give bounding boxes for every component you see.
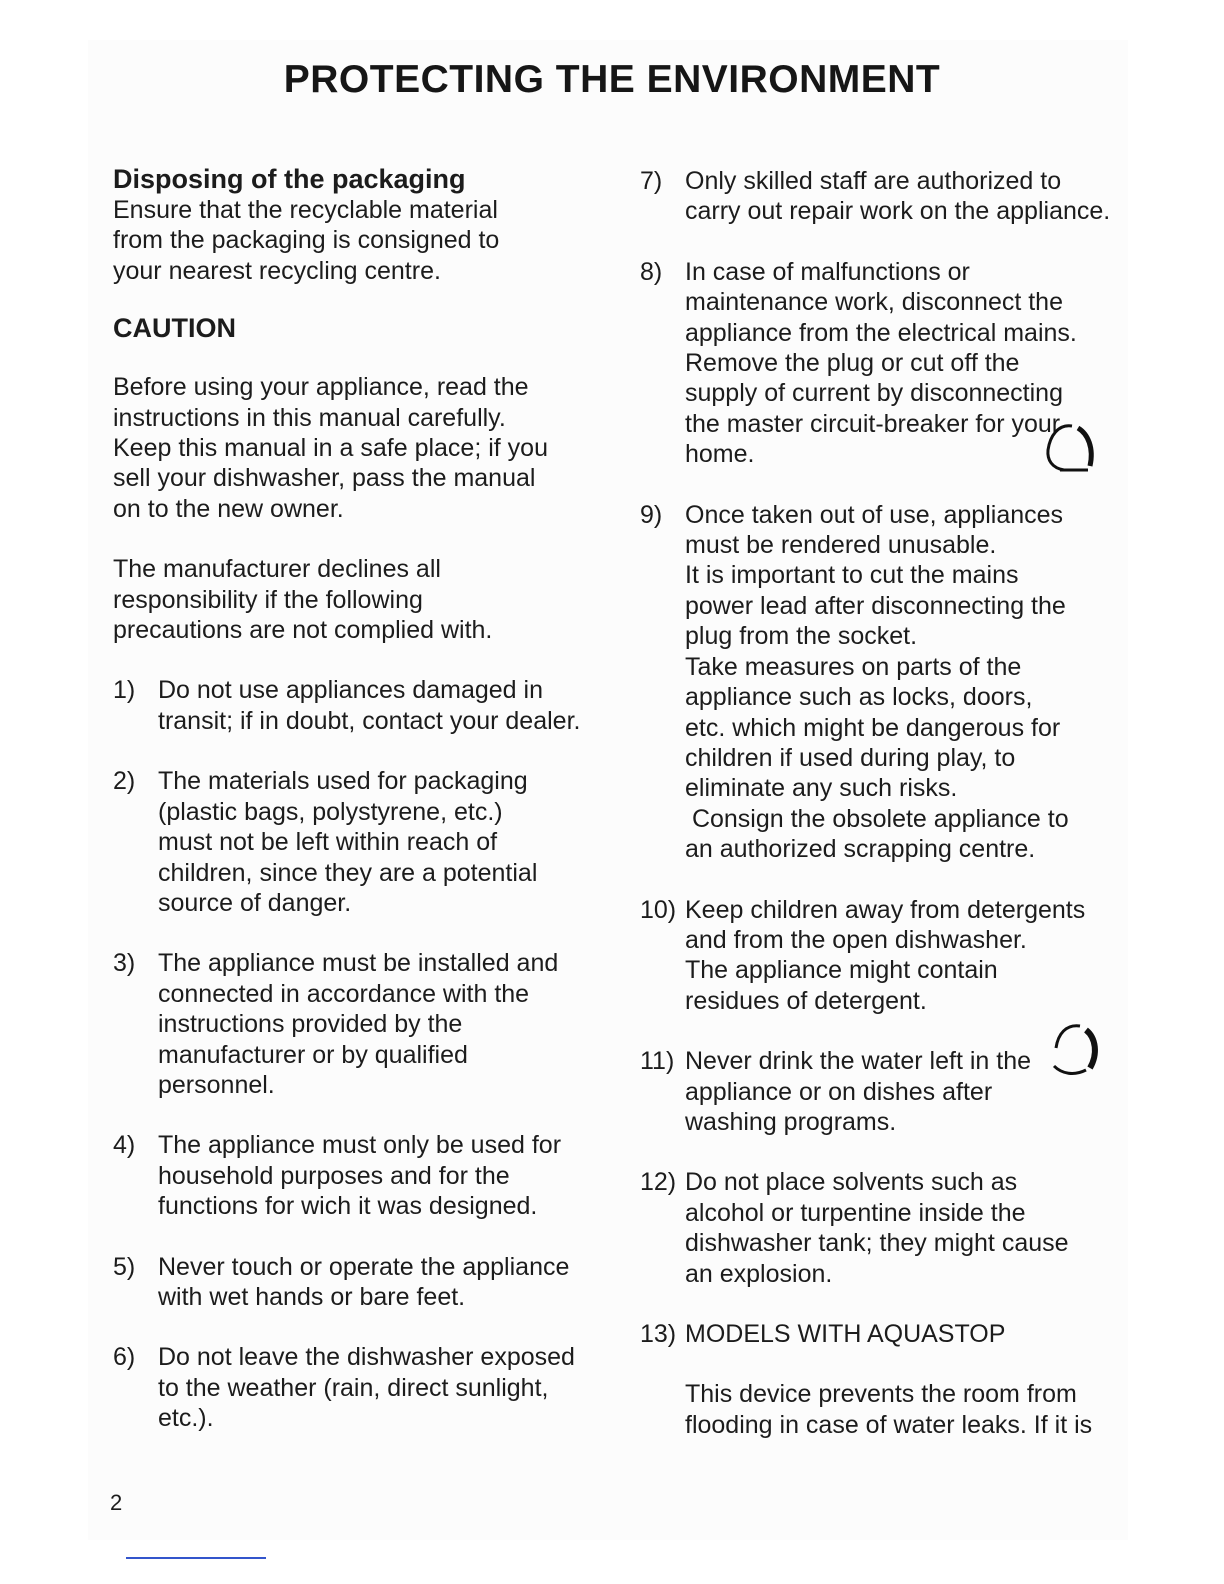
text-line: home.	[685, 440, 755, 469]
item-number: 12)	[640, 1168, 677, 1197]
text-line: manufacturer or by qualified	[158, 1040, 468, 1069]
text-line: The appliance must be installed and	[158, 949, 559, 978]
text-line: an authorized scrapping centre.	[685, 835, 1036, 864]
packaging-section	[113, 163, 603, 286]
packaging-heading: Disposing of the packaging	[113, 164, 466, 194]
caution-paragraph	[113, 372, 603, 524]
item-text	[158, 766, 603, 918]
binding-hole-mark	[1038, 420, 1104, 474]
precaution-item	[640, 500, 1110, 865]
precaution-item	[113, 675, 603, 736]
text-line: maintenance work, disconnect the	[685, 288, 1063, 317]
text-line: Do not leave the dishwasher exposed	[158, 1343, 575, 1372]
item-text	[685, 166, 1110, 227]
text-line: It is important to cut the mains	[685, 561, 1019, 590]
item-number: 2)	[113, 767, 136, 796]
text-line: the master circuit-breaker for your	[685, 409, 1061, 438]
text-line: Consign the obsolete appliance to	[685, 804, 1069, 833]
text-line: flooding in case of water leaks. If it is	[685, 1410, 1093, 1439]
text-line: sell your dishwasher, pass the manual	[113, 464, 536, 493]
precaution-item	[640, 1319, 1110, 1349]
item-text	[685, 1167, 1110, 1289]
aquastop-text	[640, 1379, 1110, 1440]
text-line: MODELS WITH AQUASTOP	[685, 1320, 1006, 1348]
text-line: The appliance must only be used for	[158, 1131, 562, 1160]
text-line: Keep this manual in a safe place; if you	[113, 434, 548, 463]
precaution-item	[113, 948, 603, 1100]
precaution-item	[113, 1252, 603, 1313]
text-line: eliminate any such risks.	[685, 774, 958, 803]
text-line: transit; if in doubt, contact your dealer.	[158, 706, 581, 735]
text-line: precautions are not complied with.	[113, 616, 493, 645]
item-number: 4)	[113, 1131, 136, 1160]
text-line: Ensure that the recyclable material	[113, 196, 498, 224]
text-line: responsibility if the following	[113, 585, 423, 614]
caution-heading: CAUTION	[113, 313, 236, 344]
text-line: In case of malfunctions or	[685, 257, 970, 286]
text-line: (plastic bags, polystyrene, etc.)	[158, 797, 503, 826]
text-line: Keep children away from detergents	[685, 895, 1086, 924]
text-line: Before using your appliance, read the	[113, 373, 529, 402]
item-number: 5)	[113, 1252, 136, 1281]
item-text	[685, 1379, 1110, 1440]
text-line: This device prevents the room from	[685, 1380, 1077, 1409]
item-text	[158, 1342, 603, 1433]
text-line: The appliance might contain	[685, 956, 998, 985]
text-line: appliance such as locks, doors,	[685, 683, 1033, 712]
text-line: Do not use appliances damaged in	[158, 676, 543, 705]
precaution-item	[113, 1130, 603, 1221]
text-line: plug from the socket.	[685, 622, 918, 651]
text-line: children, since they are a potential	[158, 858, 538, 887]
text-line: supply of current by disconnecting	[685, 379, 1063, 408]
text-line: Take measures on parts of the	[685, 652, 1022, 681]
text-line: etc.).	[158, 1404, 214, 1433]
text-line: Once taken out of use, appliances	[685, 500, 1064, 529]
text-line: household purposes and for the	[158, 1161, 510, 1190]
text-line: Only skilled staff are authorized to	[685, 167, 1062, 195]
item-number: 9)	[640, 500, 663, 529]
text-line: on to the new owner.	[113, 494, 344, 523]
text-line: children if used during play, to	[685, 743, 1016, 772]
text-line: an explosion.	[685, 1259, 833, 1288]
disclaimer-paragraph	[113, 554, 603, 645]
text-line: alcohol or turpentine inside the	[685, 1198, 1026, 1227]
item-number: 1)	[113, 676, 136, 705]
text-line: etc. which might be dangerous for	[685, 713, 1061, 742]
precaution-item	[640, 166, 1110, 227]
text-line: instructions provided by the	[158, 1010, 463, 1039]
binding-hole-mark	[1040, 1020, 1106, 1080]
text-line: with wet hands or bare feet.	[158, 1282, 466, 1311]
text-line: must not be left within reach of	[158, 828, 498, 857]
text-line: functions for wich it was designed.	[158, 1192, 538, 1221]
packaging-text	[113, 195, 603, 286]
precaution-item	[113, 1342, 603, 1433]
item-text	[685, 500, 1110, 865]
right-column	[640, 160, 1110, 1440]
precaution-item	[640, 1167, 1110, 1289]
page-number: 2	[110, 1490, 123, 1515]
item-number: 6)	[113, 1343, 136, 1372]
left-column	[113, 160, 603, 1434]
item-number: 3)	[113, 949, 136, 978]
item-text	[158, 1130, 603, 1221]
text-line: carry out repair work on the appliance.	[685, 197, 1111, 226]
text-line: washing programs.	[685, 1107, 897, 1136]
indent-spacer	[640, 1379, 685, 1440]
item-number: 10)	[640, 895, 677, 924]
text-line: from the packaging is consigned to	[113, 226, 500, 255]
item-text	[158, 675, 603, 736]
page-title: PROTECTING THE ENVIRONMENT	[283, 58, 941, 101]
text-line: Never drink the water left in the	[685, 1047, 1031, 1076]
text-line: The materials used for packaging	[158, 767, 528, 796]
text-line: power lead after disconnecting the	[685, 591, 1066, 620]
precaution-item	[640, 895, 1110, 1017]
item-number: 11)	[640, 1047, 675, 1076]
precaution-item	[113, 766, 603, 918]
text-line: to the weather (rain, direct sunlight,	[158, 1373, 549, 1402]
text-line: instructions in this manual carefully.	[113, 403, 506, 432]
text-line: connected in accordance with the	[158, 979, 530, 1008]
text-line: personnel.	[158, 1070, 275, 1099]
text-line: source of danger.	[158, 888, 352, 917]
text-line: The manufacturer declines all	[113, 555, 441, 584]
text-line: your nearest recycling centre.	[113, 256, 441, 285]
item-text	[685, 895, 1110, 1017]
item-text	[158, 1252, 603, 1313]
item-number: 8)	[640, 257, 663, 286]
item-text	[685, 1319, 1110, 1349]
text-line: appliance from the electrical mains.	[685, 318, 1077, 347]
item-text	[158, 948, 603, 1100]
bottom-rule	[126, 1557, 266, 1559]
text-line: Never touch or operate the appliance	[158, 1252, 570, 1281]
text-line: dishwasher tank; they might cause	[685, 1229, 1069, 1258]
text-line: residues of detergent.	[685, 986, 927, 1015]
text-line: must be rendered unusable.	[685, 531, 997, 560]
item-number: 13)	[640, 1320, 677, 1348]
item-number: 7)	[640, 167, 663, 195]
text-line: Do not place solvents such as	[685, 1168, 1018, 1197]
text-line: and from the open dishwasher.	[685, 925, 1027, 954]
text-line: Remove the plug or cut off the	[685, 349, 1020, 378]
text-line: appliance or on dishes after	[685, 1077, 993, 1106]
